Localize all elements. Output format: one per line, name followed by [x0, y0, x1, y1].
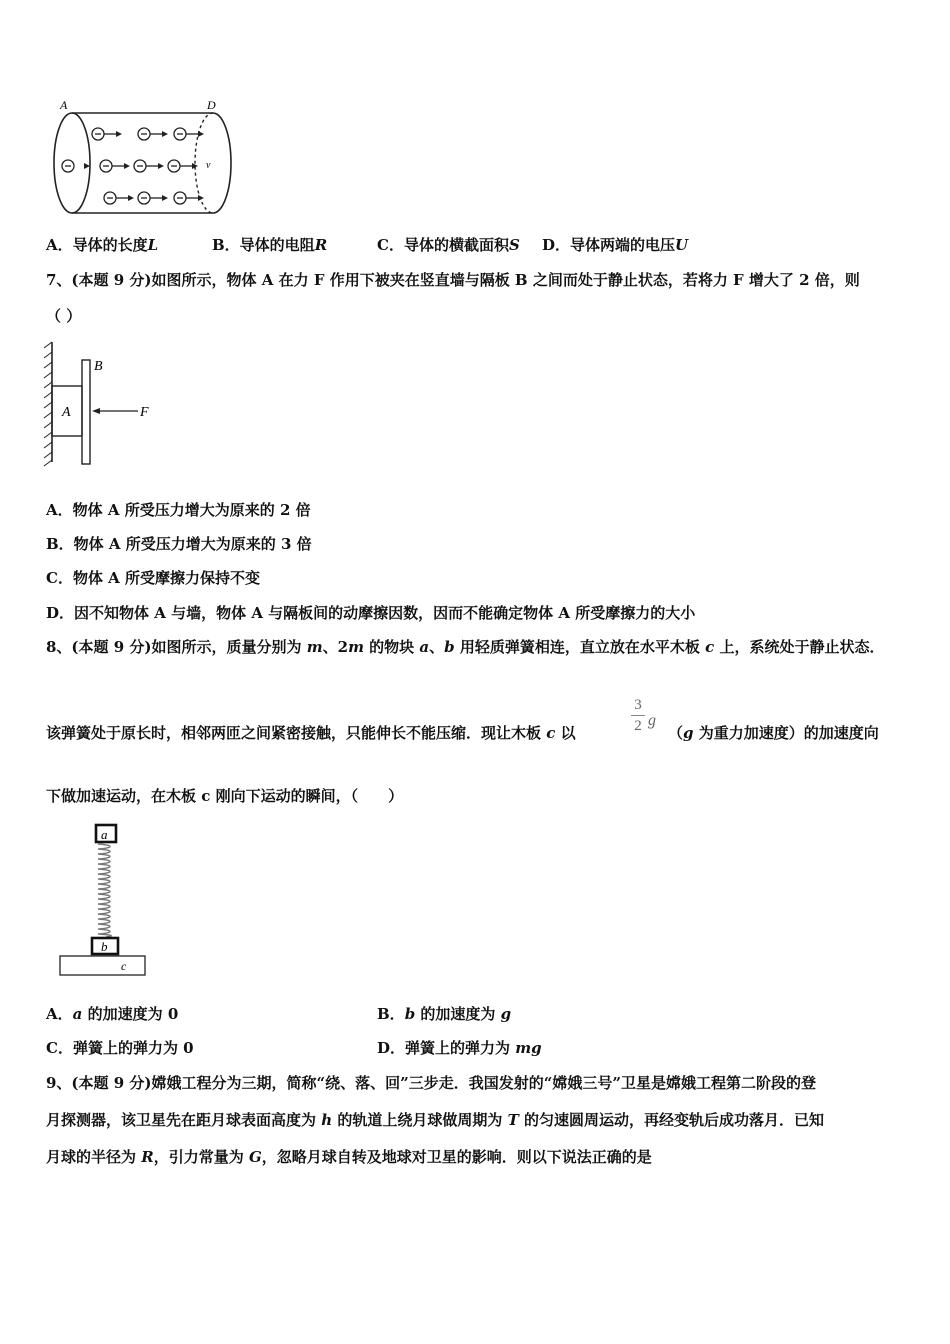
q9-stem-line2: 月探测器，该卫星先在距月球表面高度为 h 的轨道上绕月球做周期为 T 的匀速圆周运动，再经变轨后成功落月．已知: [46, 1111, 824, 1129]
cylinder-left-end: [54, 113, 90, 213]
fraction-g: g: [648, 712, 656, 729]
label-d: D: [207, 98, 216, 112]
q6-option-b[interactable]: B．导体的电阻R: [212, 236, 328, 254]
label-b: b: [101, 939, 108, 954]
q8-stem-line2a: 该弹簧处于原长时，相邻两匝之间紧密接触，只能伸长不能压缩．现让木板 c 以: [46, 724, 576, 742]
conductor-figure: [50, 96, 240, 221]
label-a: a: [101, 827, 108, 842]
q6-option-c[interactable]: C．导体的横截面积S: [377, 236, 520, 254]
wall-hatching: [44, 342, 52, 466]
wall-block-figure: [40, 338, 160, 468]
label-a: A: [60, 98, 68, 112]
q8-stem-line1: 8、(本题 9 分)如图所示，质量分别为 m、2m 的物块 a、b 用轻质弹簧相连，直立放在水平木板 c 上，系统处于静止状态．: [46, 638, 885, 656]
q6-option-d[interactable]: D．导体两端的电压U: [542, 236, 689, 254]
label-v: v: [206, 160, 211, 171]
q9-stem-line3: 月球的半径为 R，引力常量为 G，忽略月球自转及地球对卫星的影响．则以下说法正确的是: [46, 1148, 652, 1166]
q7-stem-line2: （ ）: [46, 307, 82, 325]
q8-option-b[interactable]: B．b 的加速度为 g: [377, 1005, 512, 1023]
q8-stem-line2b: （g 为重力加速度）的加速度向: [668, 724, 879, 742]
q7-option-b[interactable]: B．物体 A 所受压力增大为原来的 3 倍: [46, 535, 312, 553]
partition-b: [82, 360, 90, 464]
label-b: B: [94, 359, 103, 374]
spring: [98, 844, 111, 937]
fraction-denominator: 2: [634, 718, 642, 734]
q7-option-d[interactable]: D．因不知物体 A 与墙，物体 A 与隔板间的动摩擦因数，因而不能确定物体 A 所受摩擦力的大小: [46, 604, 696, 622]
q6-options: [46, 235, 689, 255]
q7-option-c[interactable]: C．物体 A 所受摩擦力保持不变: [46, 569, 261, 587]
cylinder-right-end: [213, 113, 231, 213]
q8-option-d[interactable]: D．弹簧上的弹力为 mg: [377, 1039, 542, 1057]
q7-option-a[interactable]: A．物体 A 所受压力增大为原来的 2 倍: [46, 501, 311, 519]
electron-row-1: [92, 128, 198, 140]
force-arrowhead: [92, 408, 100, 414]
fraction-3-2: [628, 696, 648, 735]
q9-stem-line1: 9、(本题 9 分)嫦娥工程分为三期，简称“绕、落、回”三步走．我国发射的“嫦娥三号”卫星是嫦娥工程第二阶段的登: [46, 1074, 817, 1092]
fraction-bar: [631, 715, 645, 716]
q6-option-a[interactable]: A．导体的长度L: [46, 236, 159, 254]
board-c: [60, 956, 145, 975]
label-a: A: [62, 405, 71, 420]
label-f: F: [140, 405, 149, 420]
label-c: c: [121, 959, 127, 973]
q7-stem-line1: 7、(本题 9 分)如图所示，物体 A 在力 F 作用下被夹在竖直墙与隔板 B 之间而处于静止状态，若将力 F 增大了 2 倍，则: [46, 271, 860, 289]
q8-option-c[interactable]: C．弹簧上的弹力为 0: [46, 1039, 194, 1057]
q8-option-a[interactable]: A．a 的加速度为 0: [46, 1005, 179, 1023]
fraction-numerator: 3: [634, 697, 642, 713]
spring-figure: [58, 820, 150, 978]
electron-row-3: [104, 192, 198, 204]
q8-stem-line3: 下做加速运动，在木板 c 刚向下运动的瞬间，（ ）: [46, 787, 404, 805]
